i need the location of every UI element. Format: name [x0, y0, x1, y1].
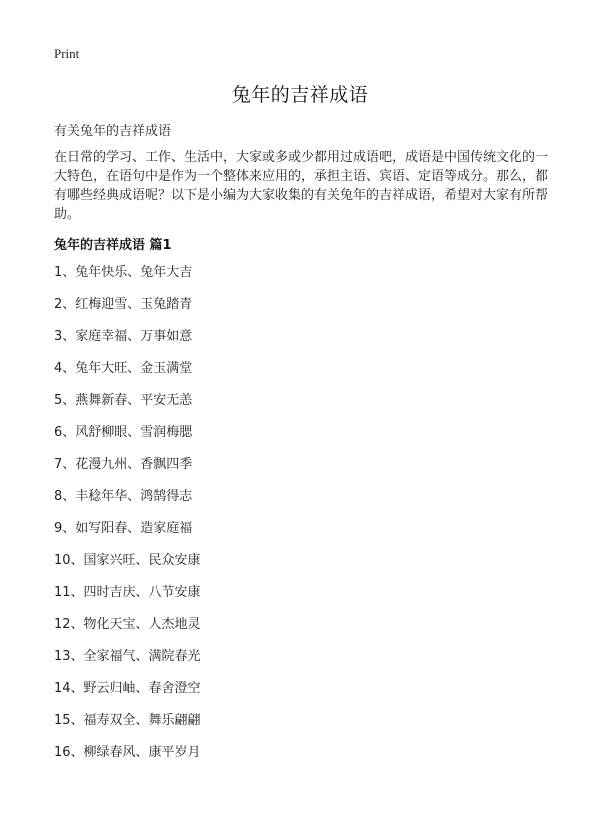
list-item: 1、兔年快乐、兔年大吉	[54, 265, 193, 280]
list-item: 3、家庭幸福、万事如意	[54, 329, 193, 344]
section-heading: 兔年的吉祥成语 篇1	[54, 238, 172, 253]
intro-paragraph: 在日常的学习、工作、生活中，大家或多或少都用过成语吧，成语是中国传统文化的一大特色，在语句中是作为一个整体来应用的，承担主语、宾语、定语等成分。那么，都有哪些经典成语呢？以下是小编为大家收集的有关兔年的吉祥成语，希望对大家有所帮助。	[54, 150, 549, 222]
list-item: 11、四时吉庆、八节安康	[54, 585, 201, 600]
list-item: 5、燕舞新春、平安无恙	[54, 393, 193, 408]
list-item: 15、福寿双全、舞乐翩翩	[54, 713, 201, 728]
list-item: 2、红梅迎雪、玉兔踏青	[54, 297, 193, 312]
list-item: 16、柳绿春风、康平岁月	[54, 745, 201, 760]
list-item: 9、如写阳春、造家庭福	[54, 521, 193, 536]
page-title: 兔年的吉祥成语	[231, 84, 369, 106]
list-item: 8、丰稔年华、鸿鹄得志	[54, 489, 193, 504]
list-item: 13、全家福气、满院春光	[54, 649, 201, 664]
list-item: 6、风舒柳眼、雪润梅腮	[54, 425, 193, 440]
list-item: 14、野云归岫、春舍澄空	[54, 681, 201, 696]
list-item: 7、花漫九州、香飘四季	[54, 457, 193, 472]
list-item: 10、国家兴旺、民众安康	[54, 553, 201, 568]
print-link[interactable]: Print	[54, 46, 80, 61]
list-item: 4、兔年大旺、金玉满堂	[54, 361, 193, 376]
idiom-list	[54, 264, 201, 776]
subtitle: 有关兔年的吉祥成语	[54, 124, 172, 139]
list-item: 12、物化天宝、人杰地灵	[54, 617, 201, 632]
